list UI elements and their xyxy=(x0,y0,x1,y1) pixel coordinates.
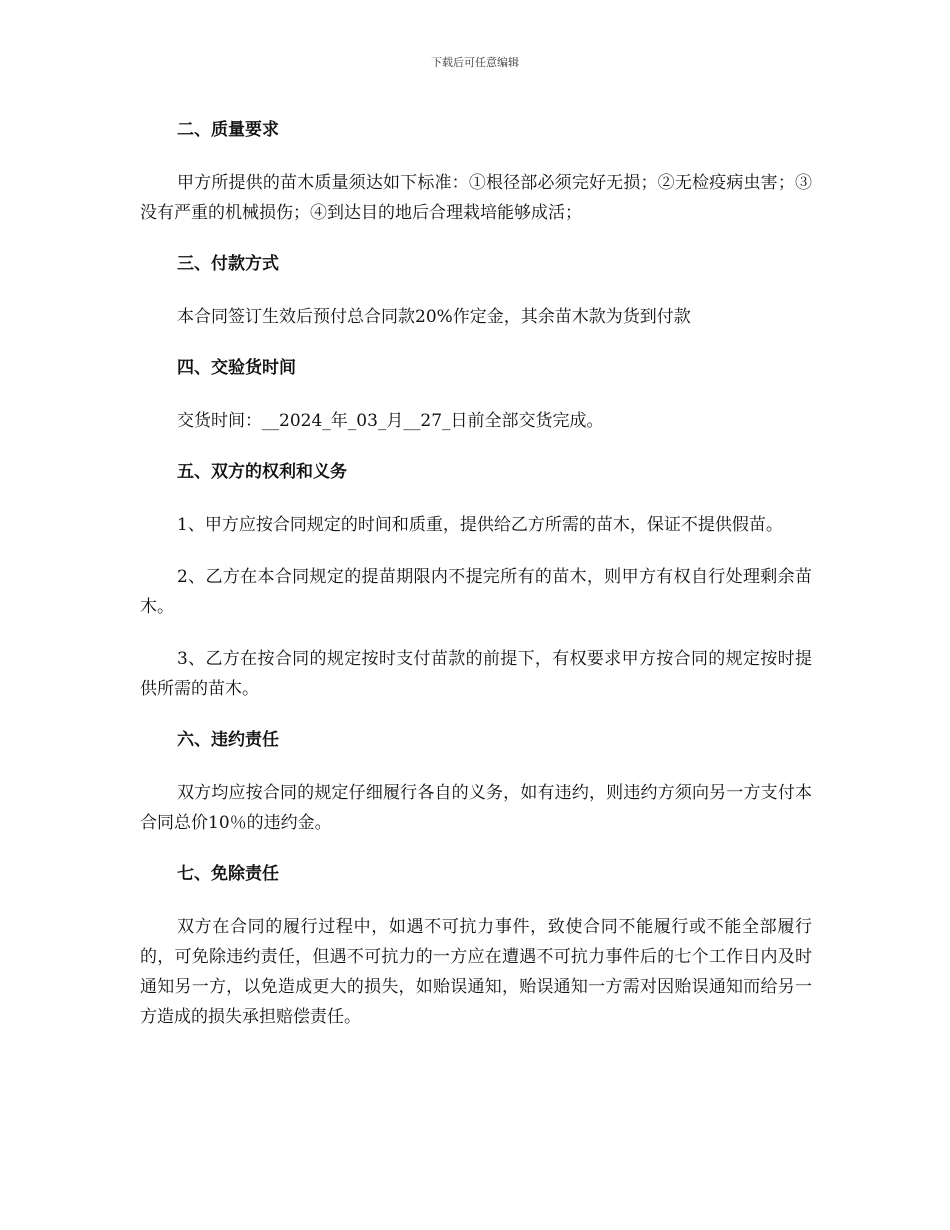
section-heading-liability: 六、违约责任 xyxy=(177,730,279,750)
document-body xyxy=(140,116,812,1054)
paragraph-rights-2: 2、乙方在本合同规定的提苗期限内不提完所有的苗木，则甲方有权自行处理剩余苗木。 xyxy=(140,567,812,617)
paragraph-liability: 双方均应按合同的规定仔细履行各自的义务，如有违约，则违约方须向另一方支付本合同总价10％的违约金。 xyxy=(140,783,812,833)
paragraph-delivery-time: 交货时间：__2024_年_03_月__27_日前全部交货完成。 xyxy=(177,411,604,431)
section-heading-delivery-time: 四、交验货时间 xyxy=(177,358,296,378)
section-heading-exemption: 七、免除责任 xyxy=(177,864,279,884)
paragraph-quality: 甲方所提供的苗木质量须达如下标准：①根径部必须完好无损；②无检疫病虫害；③没有严重的机械损伤；④到达目的地后合理栽培能够成活； xyxy=(140,173,812,223)
section-heading-quality: 二、质量要求 xyxy=(177,120,279,140)
paragraph-rights-3: 3、乙方在按合同的规定按时支付苗款的前提下，有权要求甲方按合同的规定按时提供所需的苗木。 xyxy=(140,649,812,699)
section-heading-rights: 五、双方的权利和义务 xyxy=(177,462,347,482)
paragraph-rights-1: 1、甲方应按合同规定的时间和质重，提供给乙方所需的苗木，保证不提供假苗。 xyxy=(177,515,783,535)
section-heading-payment: 三、付款方式 xyxy=(177,254,279,274)
paragraph-payment: 本合同签订生效后预付总合同款20%作定金，其余苗木款为货到付款 xyxy=(177,307,691,327)
page-header: 下载后可任意编辑 xyxy=(431,56,519,69)
paragraph-exemption: 双方在合同的履行过程中，如遇不可抗力事件，致使合同不能履行或不能全部履行的，可免除违约责任，但遇不可抗力的一方应在遭遇不可抗力事件后的七个工作日内及时通知另一方，以免造成更大的损失，如贻误通知，贻误通知一方需对因贻误通知而给另一方造成的损失承担赔偿责任。 xyxy=(140,917,812,1027)
